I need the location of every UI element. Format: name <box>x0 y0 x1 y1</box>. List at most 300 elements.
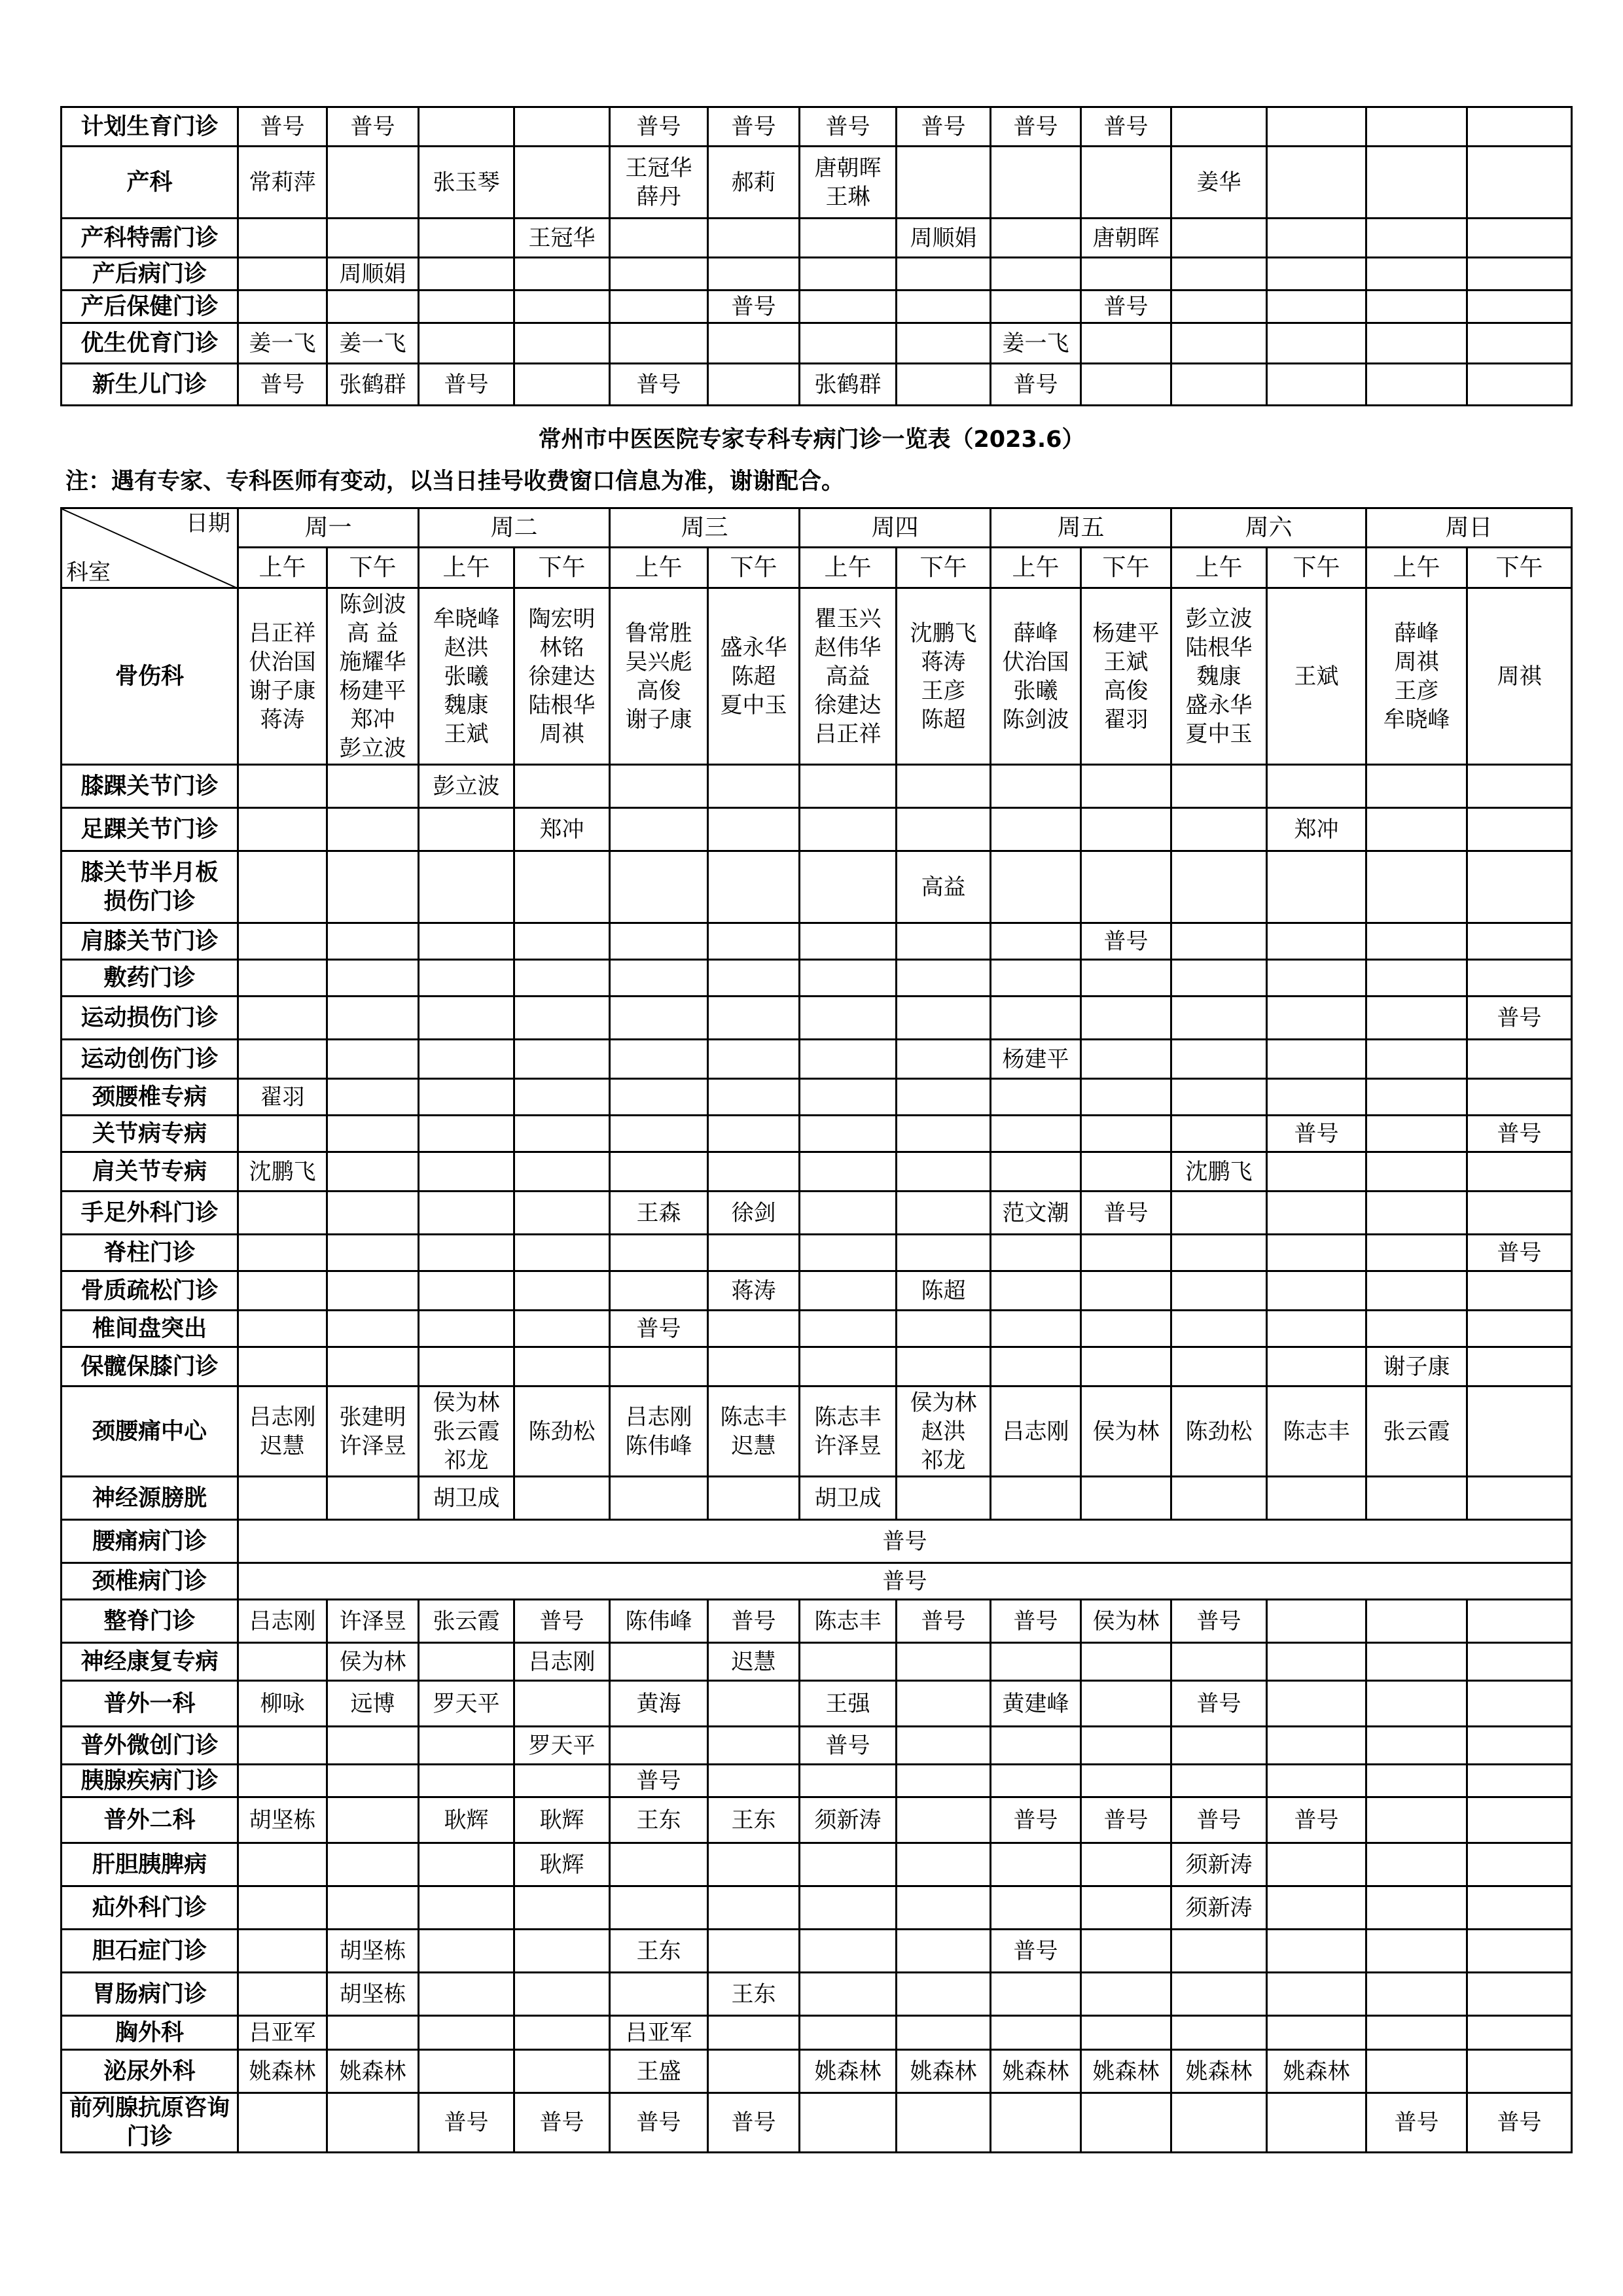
dept-name-cell: 普外微创门诊 <box>62 1727 238 1765</box>
corner-dept-label: 科室 <box>66 559 111 586</box>
schedule-cell <box>327 2016 419 2050</box>
schedule-cell: 普号 <box>991 1600 1081 1643</box>
schedule-cell: 黄海 <box>610 1681 708 1727</box>
schedule-cell <box>1081 147 1171 219</box>
schedule-cell: 吕亚军 <box>610 2016 708 2050</box>
schedule-cell <box>708 1152 800 1192</box>
table-row <box>62 1192 1572 1235</box>
schedule-cell <box>991 219 1081 258</box>
schedule-cell <box>800 1311 897 1347</box>
schedule-cell <box>610 258 708 291</box>
table-row <box>62 808 1572 851</box>
period-header: 上午 <box>1366 548 1467 588</box>
schedule-cell: 普号 <box>991 1930 1081 1973</box>
schedule-cell <box>1467 1797 1572 1843</box>
dept-name-cell: 运动损伤门诊 <box>62 997 238 1040</box>
schedule-cell <box>991 258 1081 291</box>
table-row <box>62 147 1572 219</box>
schedule-cell: 郑冲 <box>514 808 610 851</box>
schedule-cell <box>800 258 897 291</box>
schedule-cell <box>419 1311 514 1347</box>
schedule-cell <box>1171 1347 1267 1386</box>
table-row <box>62 1386 1572 1477</box>
schedule-cell <box>238 219 327 258</box>
schedule-cell <box>800 997 897 1040</box>
schedule-cell <box>419 1271 514 1311</box>
schedule-cell <box>991 1235 1081 1271</box>
schedule-cell <box>327 1347 419 1386</box>
dept-name-cell: 胰腺疾病门诊 <box>62 1765 238 1797</box>
schedule-cell <box>1467 1040 1572 1079</box>
schedule-cell <box>1171 107 1267 147</box>
dept-name-cell: 肝胆胰脾病 <box>62 1843 238 1886</box>
schedule-cell <box>897 1643 991 1681</box>
schedule-cell: 普号 <box>991 364 1081 406</box>
schedule-cell: 常莉萍 <box>238 147 327 219</box>
schedule-cell <box>1267 1235 1366 1271</box>
schedule-cell <box>1366 258 1467 291</box>
schedule-cell <box>1171 1727 1267 1765</box>
schedule-cell <box>327 1727 419 1765</box>
table-row <box>62 323 1572 364</box>
schedule-cell: 普号 <box>610 107 708 147</box>
schedule-cell <box>1171 291 1267 323</box>
table-row <box>62 1520 1572 1563</box>
table-row <box>62 219 1572 258</box>
schedule-cell <box>1081 323 1171 364</box>
table-row <box>62 1311 1572 1347</box>
schedule-cell <box>800 323 897 364</box>
schedule-cell <box>708 1727 800 1765</box>
schedule-cell: 周祺 <box>1467 588 1572 765</box>
schedule-cell <box>238 258 327 291</box>
schedule-cell: 郝莉 <box>708 147 800 219</box>
schedule-cell <box>419 1152 514 1192</box>
schedule-cell: 侯为林 赵洪 祁龙 <box>897 1386 991 1477</box>
schedule-cell <box>610 808 708 851</box>
schedule-cell <box>514 2050 610 2093</box>
schedule-cell <box>1267 1152 1366 1192</box>
schedule-cell <box>897 147 991 219</box>
schedule-cell <box>1171 1079 1267 1116</box>
schedule-cell <box>514 1886 610 1930</box>
schedule-cell <box>800 1843 897 1886</box>
schedule-cell <box>514 1152 610 1192</box>
schedule-cell <box>1171 765 1267 808</box>
dept-name-cell: 神经源膀胱 <box>62 1477 238 1520</box>
schedule-cell <box>1467 1765 1572 1797</box>
schedule-cell: 鲁常胜 吴兴彪 高俊 谢子康 <box>610 588 708 765</box>
schedule-cell <box>1467 258 1572 291</box>
schedule-cell <box>1467 960 1572 997</box>
schedule-cell: 吕志刚 迟慧 <box>238 1386 327 1477</box>
schedule-cell <box>419 1235 514 1271</box>
table-row <box>62 1681 1572 1727</box>
schedule-cell <box>1171 1973 1267 2016</box>
schedule-cell <box>800 219 897 258</box>
schedule-cell <box>514 1116 610 1152</box>
period-header: 上午 <box>238 548 327 588</box>
schedule-cell: 姚森林 <box>991 2050 1081 2093</box>
schedule-cell <box>1171 1271 1267 1311</box>
schedule-cell: 徐剑 <box>708 1192 800 1235</box>
dept-name-cell: 骨质疏松门诊 <box>62 1271 238 1311</box>
schedule-cell <box>991 291 1081 323</box>
schedule-cell <box>708 1681 800 1727</box>
table-row <box>62 997 1572 1040</box>
schedule-cell: 普号 <box>1081 1797 1171 1843</box>
schedule-cell: 郑冲 <box>1267 808 1366 851</box>
schedule-cell <box>708 765 800 808</box>
dept-name-cell: 膝踝关节门诊 <box>62 765 238 808</box>
schedule-cell: 普号 <box>991 107 1081 147</box>
schedule-cell <box>1081 960 1171 997</box>
schedule-cell <box>1171 923 1267 960</box>
schedule-cell <box>1267 1600 1366 1643</box>
schedule-cell: 陈志丰 迟慧 <box>708 1386 800 1477</box>
schedule-cell <box>1467 808 1572 851</box>
dept-name-cell: 胸外科 <box>62 2016 238 2050</box>
day-header: 周日 <box>1366 508 1572 548</box>
schedule-cell <box>708 2016 800 2050</box>
schedule-cell: 姚森林 <box>800 2050 897 2093</box>
schedule-cell: 姚森林 <box>238 2050 327 2093</box>
schedule-cell <box>1366 1116 1467 1152</box>
dept-name-cell: 足踝关节门诊 <box>62 808 238 851</box>
schedule-cell: 陈超 <box>897 1271 991 1311</box>
schedule-cell <box>1267 1765 1366 1797</box>
schedule-cell <box>514 147 610 219</box>
schedule-cell <box>1267 1973 1366 2016</box>
schedule-cell <box>514 851 610 923</box>
schedule-cell <box>991 1311 1081 1347</box>
schedule-cell <box>238 1930 327 1973</box>
dept-name-cell: 敷药门诊 <box>62 960 238 997</box>
schedule-cell <box>897 997 991 1040</box>
schedule-cell <box>1081 2093 1171 2153</box>
table-row <box>62 1477 1572 1520</box>
dept-name-cell: 胃肠病门诊 <box>62 1973 238 2016</box>
schedule-cell <box>238 1347 327 1386</box>
schedule-cell <box>1467 1886 1572 1930</box>
dept-name-cell: 关节病专病 <box>62 1116 238 1152</box>
schedule-cell <box>708 1765 800 1797</box>
table-row <box>62 1765 1572 1797</box>
schedule-cell: 姚森林 <box>1171 2050 1267 2093</box>
schedule-cell: 吕志刚 陈伟峰 <box>610 1386 708 1477</box>
schedule-cell <box>1267 1727 1366 1765</box>
schedule-cell: 王东 <box>708 1973 800 2016</box>
schedule-cell <box>1366 107 1467 147</box>
period-header: 上午 <box>991 548 1081 588</box>
schedule-cell <box>991 2016 1081 2050</box>
schedule-cell <box>610 923 708 960</box>
schedule-cell: 普号 <box>238 107 327 147</box>
schedule-cell: 张云霞 <box>1366 1386 1467 1477</box>
specialist-clinic-schedule-table <box>60 507 1573 2153</box>
day-header: 周三 <box>610 508 800 548</box>
schedule-cell <box>514 107 610 147</box>
schedule-cell <box>1366 851 1467 923</box>
corner-date-label: 日期 <box>186 510 230 537</box>
schedule-cell <box>708 219 800 258</box>
dept-name-cell: 产科 <box>62 147 238 219</box>
period-header: 下午 <box>514 548 610 588</box>
schedule-cell <box>1267 851 1366 923</box>
schedule-cell: 耿辉 <box>514 1843 610 1886</box>
schedule-cell <box>1366 364 1467 406</box>
schedule-cell <box>1467 923 1572 960</box>
schedule-cell <box>1467 2050 1572 2093</box>
schedule-cell <box>1366 1152 1467 1192</box>
schedule-cell: 姚森林 <box>327 2050 419 2093</box>
schedule-cell <box>610 1643 708 1681</box>
schedule-cell <box>800 1765 897 1797</box>
table-row <box>62 1271 1572 1311</box>
schedule-cell <box>1081 1271 1171 1311</box>
period-header: 下午 <box>897 548 991 588</box>
schedule-cell: 杨建平 <box>991 1040 1081 1079</box>
dept-name-cell: 普外一科 <box>62 1681 238 1727</box>
schedule-cell: 普号 <box>1171 1797 1267 1843</box>
schedule-cell <box>708 960 800 997</box>
dept-name-cell: 肩关节专病 <box>62 1152 238 1192</box>
schedule-cell <box>419 323 514 364</box>
schedule-cell <box>897 1930 991 1973</box>
schedule-cell <box>800 765 897 808</box>
schedule-cell <box>897 765 991 808</box>
dept-name-cell: 膝关节半月板 损伤门诊 <box>62 851 238 923</box>
schedule-cell <box>419 1727 514 1765</box>
schedule-cell <box>610 1235 708 1271</box>
schedule-cell <box>327 1311 419 1347</box>
schedule-cell: 侯为林 <box>1081 1386 1171 1477</box>
schedule-cell <box>1366 960 1467 997</box>
dept-name-cell: 骨伤科 <box>62 588 238 765</box>
schedule-cell: 王斌 <box>1267 588 1366 765</box>
schedule-cell <box>610 291 708 323</box>
schedule-cell <box>1267 997 1366 1040</box>
schedule-cell <box>238 765 327 808</box>
schedule-cell <box>897 1079 991 1116</box>
schedule-cell <box>1081 1347 1171 1386</box>
schedule-cell: 王强 <box>800 1681 897 1727</box>
schedule-cell <box>1366 923 1467 960</box>
schedule-cell <box>1171 1116 1267 1152</box>
schedule-cell <box>708 364 800 406</box>
schedule-cell <box>514 1040 610 1079</box>
schedule-cell <box>1366 1643 1467 1681</box>
period-header: 下午 <box>1081 548 1171 588</box>
schedule-cell <box>1081 1930 1171 1973</box>
schedule-cell <box>327 1235 419 1271</box>
schedule-cell <box>897 1727 991 1765</box>
schedule-cell <box>1267 1681 1366 1727</box>
schedule-cell <box>419 808 514 851</box>
schedule-cell: 吕志刚 <box>991 1386 1081 1477</box>
table-row <box>62 291 1572 323</box>
schedule-cell <box>1267 364 1366 406</box>
schedule-cell <box>1366 323 1467 364</box>
schedule-cell <box>419 1973 514 2016</box>
schedule-cell <box>419 851 514 923</box>
schedule-cell <box>238 997 327 1040</box>
schedule-cell: 罗天平 <box>514 1727 610 1765</box>
period-header: 下午 <box>327 548 419 588</box>
dept-name-cell: 胆石症门诊 <box>62 1930 238 1973</box>
schedule-cell <box>419 1116 514 1152</box>
schedule-cell: 彭立波 陆根华 魏康 盛永华 夏中玉 <box>1171 588 1267 765</box>
schedule-cell <box>897 364 991 406</box>
schedule-cell <box>991 851 1081 923</box>
schedule-cell <box>800 1040 897 1079</box>
schedule-cell: 胡坚栋 <box>238 1797 327 1843</box>
schedule-cell <box>708 1886 800 1930</box>
schedule-cell <box>991 1727 1081 1765</box>
schedule-cell: 吕志刚 <box>514 1643 610 1681</box>
schedule-cell <box>1467 1643 1572 1681</box>
schedule-cell <box>1467 1192 1572 1235</box>
schedule-cell: 王东 <box>610 1797 708 1843</box>
schedule-cell: 胡卫成 <box>419 1477 514 1520</box>
dept-name-cell: 神经康复专病 <box>62 1643 238 1681</box>
schedule-cell <box>327 1271 419 1311</box>
schedule-cell <box>1467 1973 1572 2016</box>
schedule-cell: 胡坚栋 <box>327 1973 419 2016</box>
schedule-cell <box>1081 1843 1171 1886</box>
schedule-cell <box>419 1843 514 1886</box>
header-corner <box>62 508 238 588</box>
schedule-cell <box>1366 1311 1467 1347</box>
schedule-cell: 张鹤群 <box>800 364 897 406</box>
schedule-cell: 普号 <box>1267 1797 1366 1843</box>
schedule-cell <box>238 1643 327 1681</box>
schedule-cell <box>708 1843 800 1886</box>
schedule-cell: 普号 <box>1171 1681 1267 1727</box>
schedule-cell <box>238 1765 327 1797</box>
schedule-cell <box>1081 765 1171 808</box>
schedule-cell <box>610 1727 708 1765</box>
schedule-cell <box>327 1477 419 1520</box>
schedule-cell <box>800 808 897 851</box>
table-row <box>62 107 1572 147</box>
schedule-cell: 胡卫成 <box>800 1477 897 1520</box>
schedule-cell <box>1467 1271 1572 1311</box>
schedule-cell: 普号 <box>708 291 800 323</box>
schedule-cell: 普号 <box>897 1600 991 1643</box>
schedule-cell: 普号 <box>897 107 991 147</box>
schedule-cell <box>1171 1040 1267 1079</box>
schedule-cell: 普号 <box>1081 107 1171 147</box>
schedule-cell <box>1081 1886 1171 1930</box>
period-header: 下午 <box>1467 548 1572 588</box>
schedule-cell <box>1267 1930 1366 1973</box>
schedule-cell: 唐朝晖 王琳 <box>800 147 897 219</box>
schedule-cell <box>327 1765 419 1797</box>
schedule-cell <box>1171 1477 1267 1520</box>
schedule-cell: 陈伟峰 <box>610 1600 708 1643</box>
schedule-cell <box>1081 364 1171 406</box>
schedule-cell <box>1267 323 1366 364</box>
schedule-cell <box>238 808 327 851</box>
schedule-cell <box>419 291 514 323</box>
schedule-cell <box>991 1643 1081 1681</box>
schedule-cell <box>1267 765 1366 808</box>
schedule-cell <box>1366 1886 1467 1930</box>
schedule-cell: 须新涛 <box>1171 1886 1267 1930</box>
schedule-cell <box>514 1347 610 1386</box>
schedule-cell <box>610 1040 708 1079</box>
schedule-cell: 王东 <box>610 1930 708 1973</box>
page-title: 常州市中医医院专家专科专病门诊一览表（2023.6） <box>538 427 1085 453</box>
schedule-cell <box>1366 997 1467 1040</box>
schedule-cell: 侯为林 <box>1081 1600 1171 1643</box>
schedule-cell <box>419 1643 514 1681</box>
schedule-cell <box>238 923 327 960</box>
schedule-cell <box>1467 1347 1572 1386</box>
schedule-cell <box>327 923 419 960</box>
table-row <box>62 1563 1572 1600</box>
schedule-cell <box>419 107 514 147</box>
schedule-cell <box>327 1192 419 1235</box>
table-row <box>62 2050 1572 2093</box>
schedule-cell <box>1171 2016 1267 2050</box>
schedule-cell <box>1467 1477 1572 1520</box>
schedule-cell <box>1467 851 1572 923</box>
schedule-cell <box>897 1235 991 1271</box>
schedule-cell <box>1081 1079 1171 1116</box>
schedule-cell <box>897 1040 991 1079</box>
schedule-cell <box>897 323 991 364</box>
schedule-cell: 柳咏 <box>238 1681 327 1727</box>
schedule-cell <box>419 2050 514 2093</box>
schedule-cell: 普号 <box>238 364 327 406</box>
schedule-cell: 王盛 <box>610 2050 708 2093</box>
schedule-cell <box>610 219 708 258</box>
table-row <box>62 588 1572 765</box>
schedule-cell <box>610 1347 708 1386</box>
schedule-cell <box>1366 2050 1467 2093</box>
schedule-cell <box>1081 808 1171 851</box>
dept-name-cell: 普外二科 <box>62 1797 238 1843</box>
schedule-cell <box>1467 765 1572 808</box>
schedule-cell <box>897 2093 991 2153</box>
schedule-cell <box>327 291 419 323</box>
schedule-cell <box>514 1477 610 1520</box>
schedule-cell: 张建明 许泽昱 <box>327 1386 419 1477</box>
schedule-cell <box>708 1235 800 1271</box>
schedule-cell <box>991 923 1081 960</box>
schedule-cell <box>1267 1843 1366 1886</box>
schedule-cell <box>327 1843 419 1886</box>
schedule-cell: 姚森林 <box>1081 2050 1171 2093</box>
schedule-cell <box>800 1886 897 1930</box>
schedule-cell: 沈鹏飞 蒋涛 王彦 陈超 <box>897 588 991 765</box>
schedule-cell: 陈劲松 <box>514 1386 610 1477</box>
table-row <box>62 851 1572 923</box>
schedule-cell <box>610 323 708 364</box>
schedule-cell <box>708 851 800 923</box>
table-row <box>62 1152 1572 1192</box>
schedule-cell: 张玉琴 <box>419 147 514 219</box>
notice-text: 注：遇有专家、专科医师有变动，以当日挂号收费窗口信息为准，谢谢配合。 <box>65 468 845 495</box>
schedule-cell <box>238 2093 327 2153</box>
dept-name-cell: 优生优育门诊 <box>62 323 238 364</box>
schedule-cell <box>1171 1235 1267 1271</box>
schedule-cell <box>1081 1643 1171 1681</box>
schedule-cell <box>327 2093 419 2153</box>
schedule-cell <box>1267 147 1366 219</box>
